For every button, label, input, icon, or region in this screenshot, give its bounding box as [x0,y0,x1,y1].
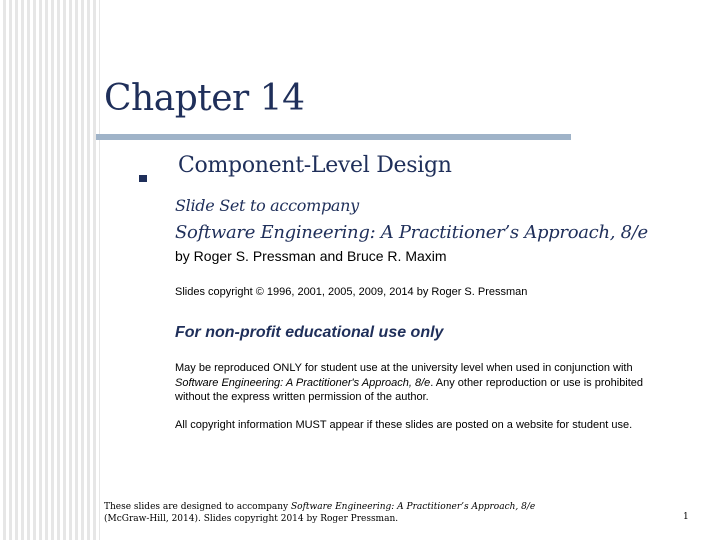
slide-title: Chapter 14 [104,78,305,119]
copyright-requirement: All copyright information MUST appear if these slides are posted on a website for student use. [175,419,633,431]
title-underline [96,134,571,140]
footer-book-title: Software Engineering: A Practitioner’s Approach, 8/e [290,502,536,512]
reproduction-book-title: Software Engineering: A Practitioner's Approach, 8/e [175,376,431,389]
page-number: 1 [683,512,689,522]
footer-text-1: These slides are designed to accompany [104,502,291,512]
bullet-square-icon [139,175,147,182]
reproduction-text-1: May be reproduced ONLY for student use at the university level when used in conjunction with [175,362,633,374]
decorative-stripes [0,0,100,540]
subtitle-line-1: Slide Set to accompany [175,196,359,215]
reproduction-notice [175,361,675,405]
subtitle-book-title: Software Engineering: A Practitioner’s Approach, 8/e [175,222,648,243]
copyright-line: Slides copyright © 1996, 2001, 2005, 2009, 2014 by Roger S. Pressman [175,286,528,298]
footer-text-2: (McGraw-Hill, 2014). Slides copyright 2014 by Roger Pressman. [104,514,399,524]
authors-line: by Roger S. Pressman and Bruce R. Maxim [175,248,447,264]
footer-note [104,501,544,525]
slide-heading: Component-Level Design [178,153,452,178]
reproduction-text-2: . Any other reproduction or use is prohibited without the express written permission of the author. [175,376,644,403]
nonprofit-notice: For non-profit educational use only [175,324,444,341]
